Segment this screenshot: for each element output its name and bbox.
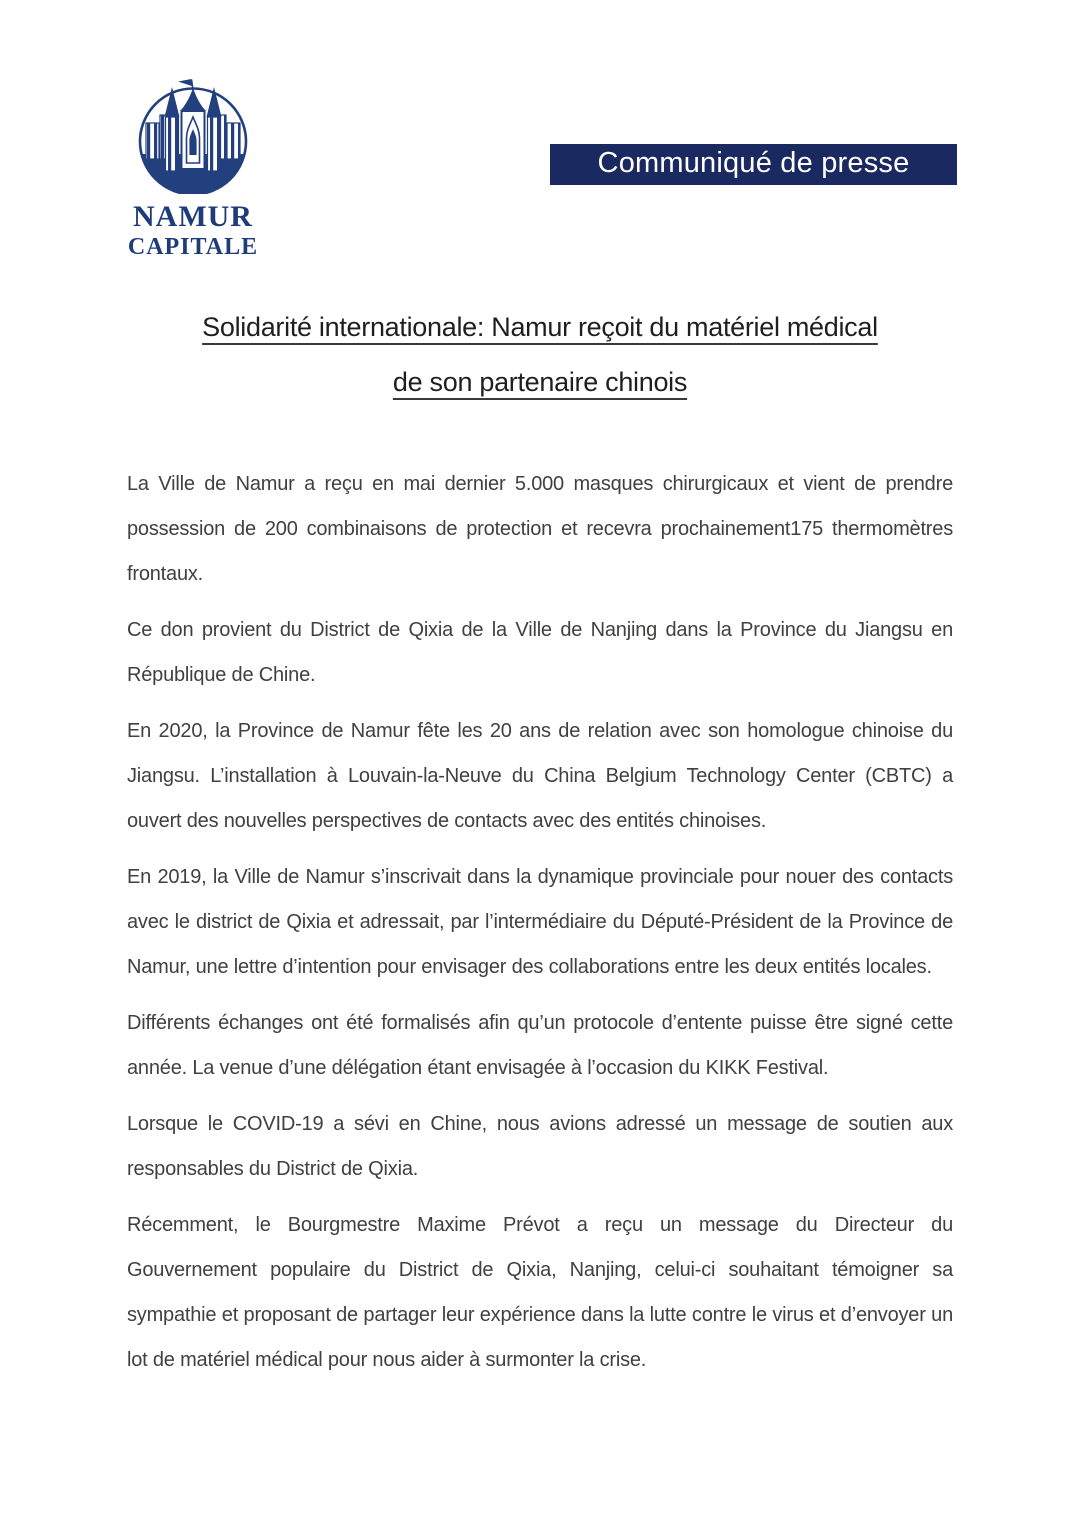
paragraph-2: Ce don provient du District de Qixia de la Ville de Nanjing dans la Province du Jiangsu en République de Chine. [127, 619, 953, 686]
logo-subname: CAPITALE [127, 234, 259, 260]
document-body [127, 462, 953, 1394]
paragraph-1: La Ville de Namur a reçu en mai dernier 5.000 masques chirurgicaux et vient de prendre possession de 200 combinaisons de protection et recevra prochainement175 thermomètres frontaux. [127, 473, 953, 585]
namur-capitale-logo [121, 78, 265, 260]
document-title [127, 300, 953, 410]
paragraph-7: Récemment, le Bourgmestre Maxime Prévot a reçu un message du Directeur du Gouvernement populaire du District de Qixia, Nanjing, celui-ci souhaitant témoigner sa sympathie et proposant de partager leur expérience dans la lutte contre le virus et d’envoyer un lot de matériel médical pour nous aider à surmonter la crise. [127, 1214, 953, 1371]
title-line-2: de son partenaire chinois [392, 367, 688, 397]
paragraph-3: En 2020, la Province de Namur fête les 20 ans de relation avec son homologue chinoise du Jiangsu. L’installation à Louvain-la-Neuve du China Belgium Technology Center (CBTC) a ouvert des nouvelles perspectives de contacts avec des entités chinoises. [127, 720, 953, 832]
press-release-banner [550, 144, 957, 185]
title-line-1: Solidarité internationale: Namur reçoit du matériel médical [202, 312, 878, 342]
paragraph-5: Différents échanges ont été formalisés afin qu’un protocole d’entente puisse être signé cette année. La venue d’une délégation étant envisagée à l’occasion du KIKK Festival. [127, 1012, 953, 1079]
logo-name: NAMUR [133, 200, 253, 233]
paragraph-4: En 2019, la Ville de Namur s’inscrivait dans la dynamique provinciale pour nouer des contacts avec le district de Qixia et adressait, par l’intermédiaire du Député-Président de la Province de Namur, une lettre d’intention pour envisager des collaborations entre les deux entités locales. [127, 866, 953, 978]
paragraph-6: Lorsque le COVID-19 a sévi en Chine, nous avions adressé un message de soutien aux responsables du District de Qixia. [127, 1113, 953, 1180]
banner-label: Communiqué de presse [597, 147, 910, 179]
citadel-icon [126, 78, 260, 194]
